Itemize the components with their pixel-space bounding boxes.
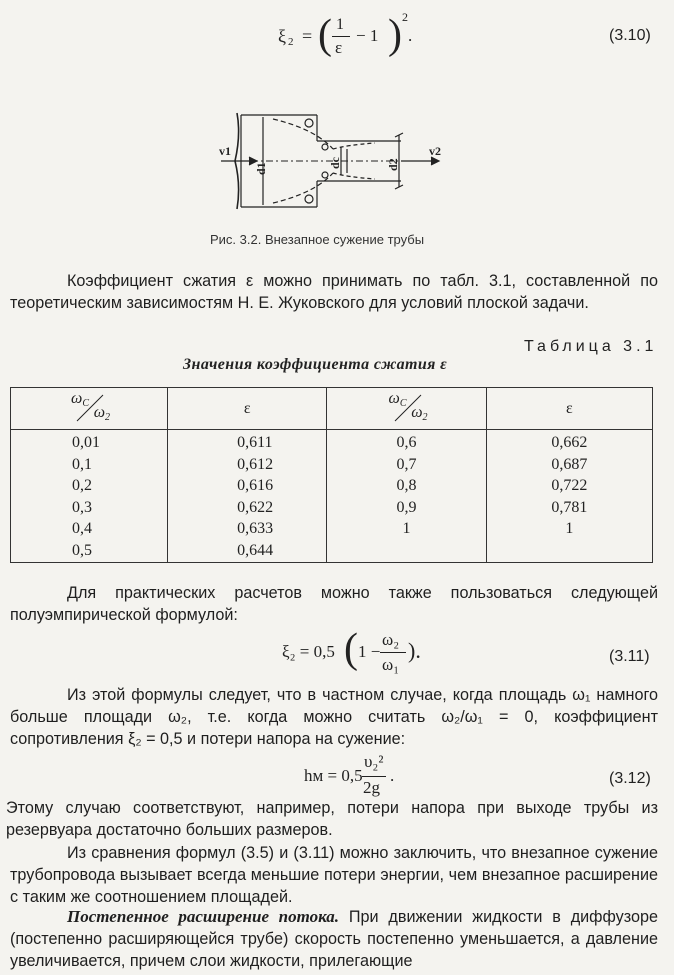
formula-equals: = [302, 26, 313, 46]
power: 2 [402, 10, 408, 24]
cell: 0,3 [72, 498, 92, 516]
header-eps-2: ε [486, 388, 652, 430]
cell: 0,5 [72, 541, 92, 559]
table-title: Значения коэффициента сжатия ε [183, 356, 448, 373]
cell: 0,7 [396, 455, 417, 473]
equation-number: (3.12) [609, 770, 651, 787]
formula-end: ). [408, 638, 421, 663]
formula-lhs: hм = 0,5 [304, 766, 363, 785]
table-header-row [11, 388, 653, 430]
header-ratio-1: $\omega_C$ $\omega_2$ [11, 388, 168, 430]
fraction-num: 1 [336, 16, 344, 33]
paragraph-5: Из сравнения формул (3.5) и (3.11) можно заключить, что внезапное сужение трубопровода вызывает всегда меньшие потери энергии, чем внезапное расширение с таким же соотношением площадей. [10, 844, 658, 906]
one-minus: 1 − [358, 642, 381, 661]
cell: 1 [565, 520, 574, 537]
cell: 0,8 [396, 477, 417, 494]
cell: 0,644 [237, 541, 274, 559]
label-d1: d1 [254, 162, 268, 175]
fraction-line [332, 36, 350, 37]
cell: 0,633 [237, 520, 274, 537]
fraction-den: ε [335, 38, 343, 57]
cell: 0,662 [551, 434, 588, 451]
fraction-line [362, 776, 386, 777]
label-v1: v1 [219, 144, 231, 158]
paragraph-6 [10, 906, 658, 972]
fraction-line [380, 652, 406, 653]
paragraph-1: Коэффициент сжатия ε можно принимать по табл. 3.1, составленной по теоретическим зависимостям Н. Е. Жуковского для условий плоской задачи. [10, 272, 658, 312]
formula-3-12 [304, 752, 424, 798]
fraction-den: ω₁ [382, 655, 400, 674]
paren-left: ( [344, 626, 358, 672]
column-ratio-2 [327, 430, 486, 563]
pipe-contraction-figure [215, 105, 455, 217]
column-ratio-1 [11, 430, 168, 563]
cell: 0,4 [72, 520, 92, 537]
cell: 0,781 [551, 498, 588, 516]
column-eps-2 [486, 430, 652, 563]
minus-one: − 1 [356, 26, 379, 45]
formula-3-10 [278, 12, 428, 62]
cell: 0,612 [237, 455, 274, 473]
cell: 0,1 [72, 455, 92, 473]
label-dc: dc [328, 157, 342, 169]
table-label: Таблица 3.1 [524, 338, 658, 355]
formula-lhs: ξ₂ = 0,5 [282, 642, 335, 661]
formula-end: . [390, 766, 395, 785]
header-eps-1: ε [168, 388, 327, 430]
cell: 0,616 [237, 477, 274, 494]
fraction-num: υ₂² [364, 752, 384, 771]
fraction-den: 2g [363, 778, 380, 797]
cell: 0,2 [72, 477, 92, 494]
cell: 0,722 [551, 477, 588, 494]
paragraph-2: Для практических расчетов можно также пользоваться следующей полуэмпирической формулой: [10, 584, 658, 624]
cell: 0,6 [396, 434, 417, 451]
formula-end: . [408, 26, 413, 45]
formula-lhs-sub: 2 [288, 36, 294, 48]
cell: 1 [402, 520, 411, 537]
equation-number: (3.11) [609, 648, 650, 665]
label-d2: d2 [386, 158, 400, 171]
cell: 0,9 [396, 498, 417, 516]
section-lead: Постепенное расширение потока. [67, 907, 340, 926]
fraction-num: ω₂ [382, 630, 400, 649]
figure-caption: Рис. 3.2. Внезапное сужение трубы [210, 232, 425, 247]
cell: 0,611 [237, 434, 273, 451]
paragraph-3: Из этой формулы следует, что в частном случае, когда площадь ω₁ намного больше площади ω₂, т.е. когда можно считать ω₂/ω₁ = 0, коэффициент сопротивления ξ₂ = 0,5 и потери напора на сужение: [10, 686, 658, 748]
cell: 0,687 [551, 455, 588, 473]
column-eps-1 [168, 430, 327, 563]
label-v2: v2 [429, 144, 441, 158]
cell: 0,01 [72, 434, 100, 451]
paren-right: ) [388, 12, 402, 58]
table-body-row [11, 430, 653, 563]
formula-lhs: ξ [278, 26, 287, 46]
cell: 0,622 [237, 498, 274, 516]
coefficient-table [10, 387, 653, 563]
header-ratio-2: $\omega_C$ $\omega_2$ [327, 388, 486, 430]
formula-3-11 [282, 628, 432, 678]
section-text: При движении жидкости в диффузоре (постепенно расширяющейся трубе) скорость постепенно уменьшается, а давление увеличивается, причем слои жидкости, прилегающие [10, 908, 658, 970]
equation-number: (3.10) [609, 27, 651, 44]
paren-left: ( [318, 12, 332, 58]
paragraph-4: Этому случаю соответствуют, например, потери напора при выходе трубы из резервуара достаточно больших размеров. [6, 799, 658, 839]
